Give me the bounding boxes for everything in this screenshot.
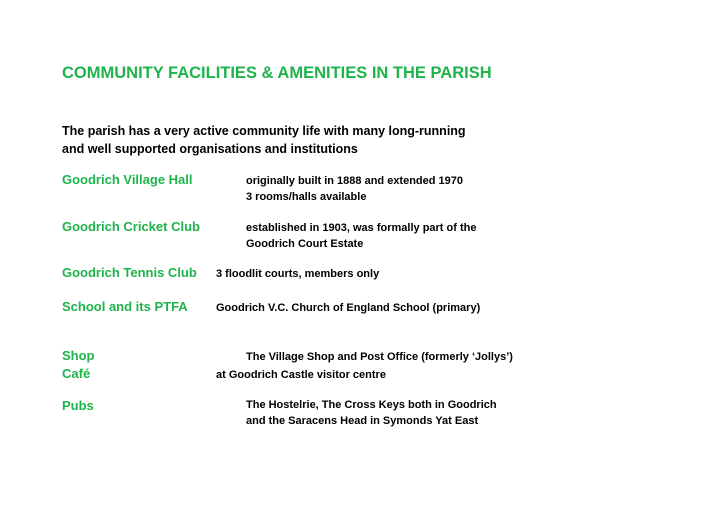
cafe-line-1: at Goodrich Castle visitor centre — [216, 369, 386, 381]
intro-paragraph — [62, 122, 466, 158]
pubs-line-1: The Hostelrie, The Cross Keys both in Goodrich — [246, 399, 497, 411]
shop-line-1: The Village Shop and Post Office (formerly ‘Jollys’) — [246, 351, 513, 363]
village-hall-description — [246, 173, 463, 205]
village-hall-label: Goodrich Village Hall — [62, 172, 193, 187]
pubs-label: Pubs — [62, 398, 94, 413]
school-description — [216, 300, 480, 316]
cafe-description — [216, 367, 386, 383]
cricket-club-description — [246, 220, 476, 252]
cricket-club-label: Goodrich Cricket Club — [62, 219, 200, 234]
cricket-club-line-2: Goodrich Court Estate — [246, 238, 364, 250]
shop-description — [246, 349, 513, 365]
village-hall-line-1: originally built in 1888 and extended 1970 — [246, 175, 464, 187]
pubs-description — [246, 397, 497, 429]
page-title: COMMUNITY FACILITIES & AMENITIES IN THE PARISH — [62, 64, 492, 82]
school-line-1: Goodrich V.C. Church of England School (primary) — [216, 302, 481, 314]
cafe-label: Café — [62, 366, 91, 381]
pubs-line-2: and the Saracens Head in Symonds Yat East — [246, 415, 479, 427]
village-hall-line-2: 3 rooms/halls available — [246, 191, 367, 203]
intro-line-1: The parish has a very active community life with many long-running — [62, 124, 466, 138]
school-label: School and its PTFA — [62, 299, 188, 314]
shop-label: Shop — [62, 348, 95, 363]
cricket-club-line-1: established in 1903, was formally part of the — [246, 222, 477, 234]
intro-line-2: and well supported organisations and institutions — [62, 142, 358, 156]
tennis-club-description — [216, 266, 379, 282]
tennis-club-line-1: 3 floodlit courts, members only — [216, 268, 380, 280]
tennis-club-label: Goodrich Tennis Club — [62, 265, 197, 280]
